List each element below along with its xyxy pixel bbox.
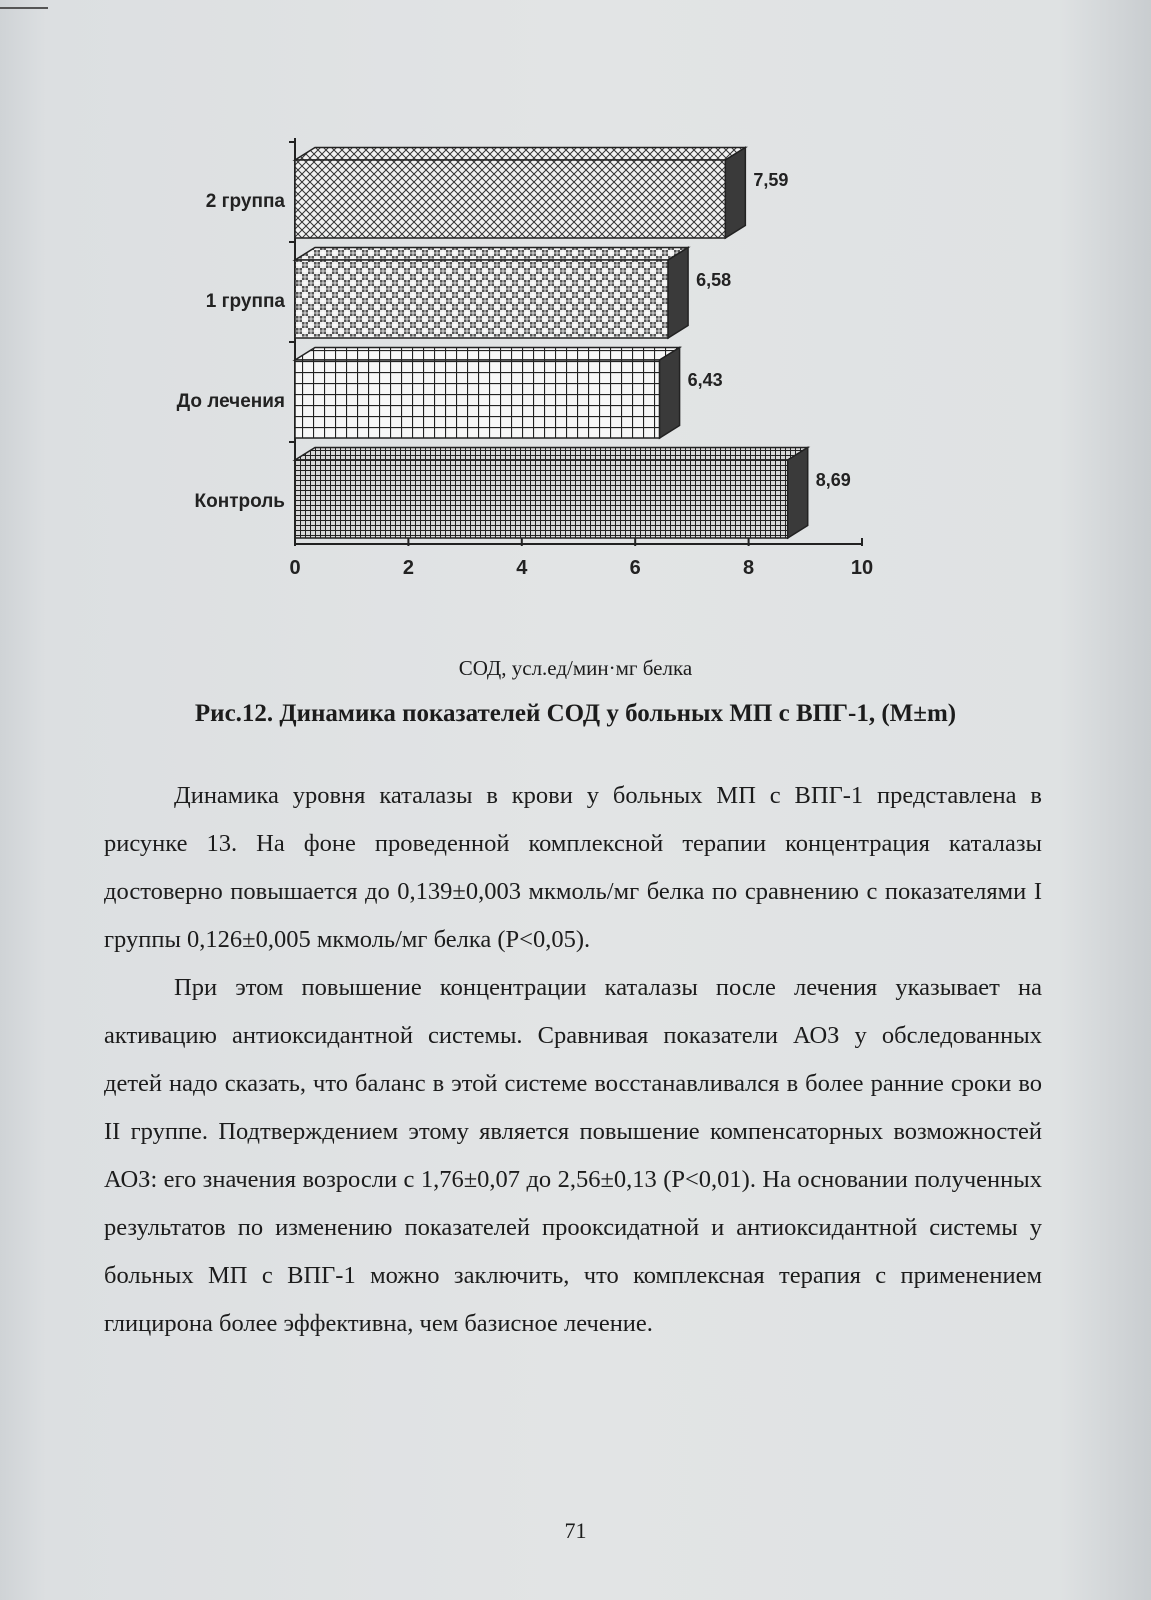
x-tick-label: 6 bbox=[629, 557, 641, 579]
bar-side-face bbox=[788, 448, 808, 539]
bar-side-face bbox=[668, 248, 688, 339]
paragraph: Динамика уровня каталазы в крови у больных МП с ВПГ-1 представлена в рисунке 13. На фоне проведенной комплексной терапии концентрация каталазы достоверно повышается до 0,139±0,003 мкмоль/мг белка по сравнению с показателями I группы 0,126±0,005 мкмоль/мг белка (P<0,05). bbox=[104, 782, 1042, 953]
bar-top-face bbox=[295, 448, 808, 461]
data-label: 6,58 bbox=[696, 270, 732, 290]
page-number: 71 bbox=[564, 1518, 587, 1543]
data-label: 8,69 bbox=[815, 470, 851, 490]
bar-side-face bbox=[725, 148, 745, 239]
figure-caption: Рис.12. Динамика показателей СОД у больных МП с ВПГ-1, (M±m) bbox=[194, 700, 957, 727]
data-label: 6,43 bbox=[687, 370, 723, 390]
data-label: 7,59 bbox=[753, 170, 789, 190]
bar-top-face bbox=[295, 248, 688, 261]
category-label: 2 группа bbox=[205, 191, 285, 212]
paragraph: При этом повышение концентрации каталазы после лечения указывает на активацию антиоксидантной системы. Сравнивая показатели АОЗ у обследованных детей надо сказать, что баланс в этой системе восстанавливался в более ранние сроки во II группе. Подтверждением этому является повышение компенсаторных возможностей АОЗ: его значения возросли с 1,76±0,07 до 2,56±0,13 (P<0,01). На основании полученных результатов по изменению показателей прооксидатной и антиоксидантной системы у больных МП с ВПГ-1 можно заключить, что комплексная терапия с применением глицирона более эффективна, чем базисное лечение. bbox=[104, 974, 1042, 1337]
category-label: 1 группа bbox=[205, 291, 285, 312]
chart-svg bbox=[170, 130, 910, 610]
x-tick-label: 8 bbox=[743, 557, 755, 579]
bar bbox=[295, 360, 660, 438]
x-tick-label: 10 bbox=[850, 557, 874, 579]
category-label: Контроль bbox=[194, 491, 285, 512]
sod-bar-chart bbox=[170, 130, 910, 610]
body-text bbox=[104, 772, 1042, 1348]
bar bbox=[295, 160, 725, 238]
x-tick-label: 4 bbox=[516, 557, 528, 579]
bar bbox=[295, 460, 788, 538]
x-tick-label: 2 bbox=[402, 557, 414, 579]
top-rule bbox=[0, 7, 48, 9]
bar-top-face bbox=[295, 148, 745, 161]
bar-top-face bbox=[295, 348, 680, 361]
category-label: До лечения bbox=[176, 391, 285, 412]
bar-side-face bbox=[660, 348, 680, 439]
x-tick-label: 0 bbox=[289, 557, 301, 579]
bar bbox=[295, 260, 668, 338]
chart-axis-title: СОД, усл.ед/мин·мг белка bbox=[458, 656, 693, 680]
